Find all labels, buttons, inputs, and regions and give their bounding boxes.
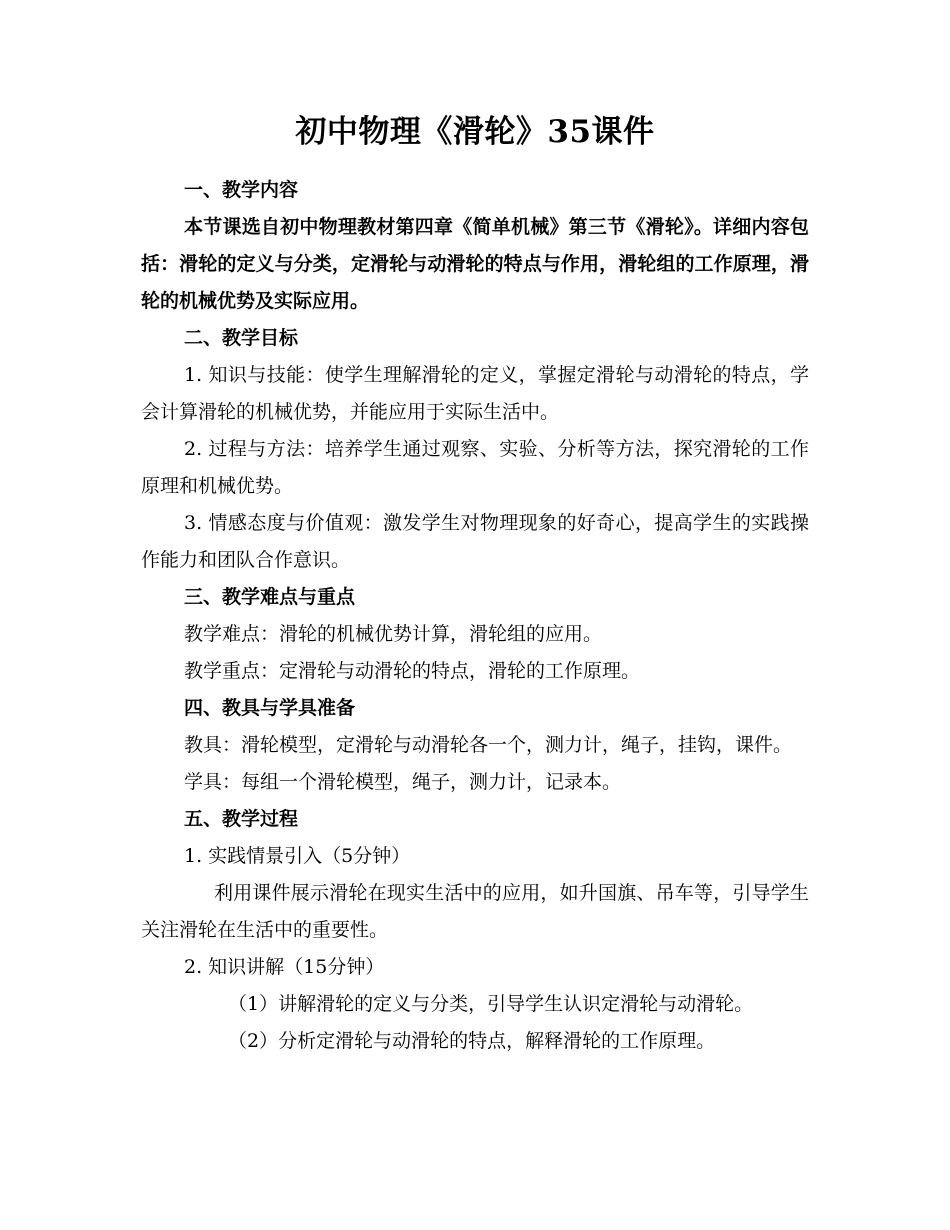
section-heading-process: 五、教学过程 <box>184 808 299 830</box>
objective-attitude: 3. 情感态度与价值观：激发学生对物理现象的好奇心，提高学生的实践操作能力和团队合作意识。 <box>141 512 809 571</box>
learning-aids-paragraph: 学具：每组一个滑轮模型，绳子，测力计，记录本。 <box>184 771 622 793</box>
objective-process: 2. 过程与方法：培养学生通过观察、实验、分析等方法，探究滑轮的工作原理和机械优势。 <box>141 438 809 497</box>
focus-paragraph: 教学重点：定滑轮与动滑轮的特点，滑轮的工作原理。 <box>184 660 641 682</box>
process-substep-2: （2）分析定滑轮与动滑轮的特点，解释滑轮的工作原理。 <box>228 1030 716 1052</box>
difficulty-paragraph: 教学难点：滑轮的机械优势计算，滑轮组的应用。 <box>184 623 603 645</box>
process-step-intro: 1. 实践情景引入（5分钟） <box>184 845 411 867</box>
section-heading-materials: 四、教具与学具准备 <box>184 697 356 719</box>
teaching-aids-paragraph: 教具：滑轮模型，定滑轮与动滑轮各一个，测力计，绳子，挂钩，课件。 <box>184 734 793 756</box>
section-heading-content: 一、教学内容 <box>184 179 299 201</box>
content-paragraph: 本节课选自初中物理教材第四章《简单机械》第三节《滑轮》。详细内容包括：滑轮的定义与分类，定滑轮与动滑轮的特点与作用，滑轮组的工作原理，滑轮的机械优势及实际应用。 <box>141 216 809 312</box>
section-heading-objectives: 二、教学目标 <box>184 327 299 349</box>
process-step-explanation: 2. 知识讲解（15分钟） <box>184 956 385 978</box>
section-heading-key-points: 三、教学难点与重点 <box>184 586 356 608</box>
document-page <box>141 110 809 1060</box>
objective-knowledge: 1. 知识与技能：使学生理解滑轮的定义，掌握定滑轮与动滑轮的特点，学会计算滑轮的机械优势，并能应用于实际生活中。 <box>141 364 809 423</box>
process-step-intro-detail: 利用课件展示滑轮在现实生活中的应用，如升国旗、吊车等，引导学生关注滑轮在生活中的重要性。 <box>141 882 809 941</box>
document-title: 初中物理《滑轮》35课件 <box>295 114 655 150</box>
process-substep-1: （1）讲解滑轮的定义与分类，引导学生认识定滑轮与动滑轮。 <box>228 993 754 1015</box>
